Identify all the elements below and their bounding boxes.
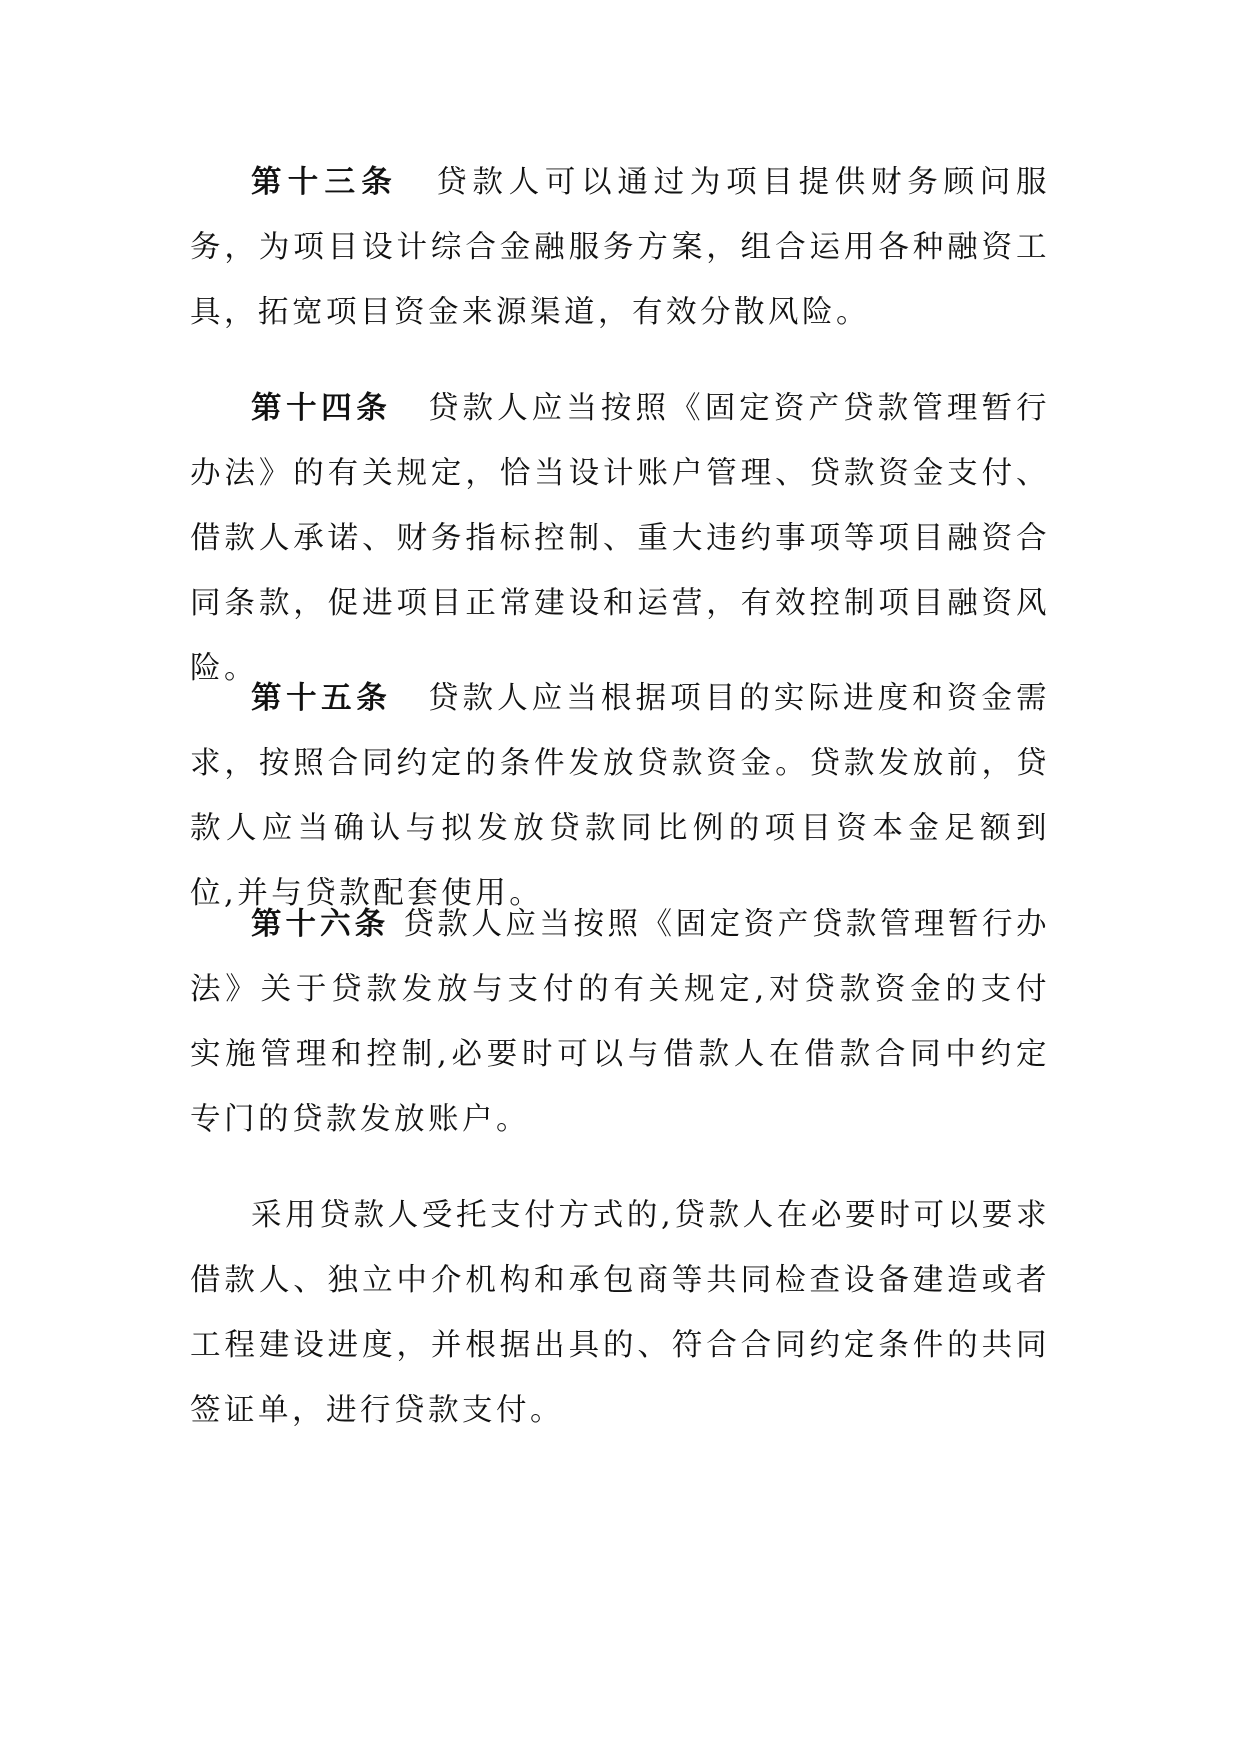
closing-paragraph: 采用贷款人受托支付方式的,贷款人在必要时可以要求借款人、独立中介机构和承包商等共同检查设备建造或者工程建设进度，并根据出具的、符合合同约定条件的共同签证单，进行贷款支付。 (190, 1198, 1050, 1428)
article-13-text: 贷款人可以通过为项目提供财务顾问服务，为项目设计综合金融服务方案，组合运用各种融资工具，拓宽项目资金来源渠道，有效分散风险。 (190, 165, 1050, 330)
article-13 (190, 150, 1050, 345)
article-14-heading: 第十四条 (251, 390, 392, 426)
article-16 (190, 892, 1050, 1152)
article-14-text: 贷款人应当按照《固定资产贷款管理暂行办法》的有关规定，恰当设计账户管理、贷款资金支付、借款人承诺、财务指标控制、重大违约事项等项目融资合同条款，促进项目正常建设和运营，有效控制项目融资风险。 (190, 391, 1051, 686)
article-13-heading: 第十三条 (251, 164, 398, 200)
article-14 (190, 376, 1050, 701)
article-16-heading: 第十六条 (251, 906, 390, 942)
article-15-heading: 第十五条 (251, 680, 392, 716)
article-16-text: 贷款人应当按照《固定资产贷款管理暂行办法》关于贷款发放与支付的有关规定,对贷款资金的支付实施管理和控制,必要时可以与借款人在借款合同中约定专门的贷款发放账户。 (190, 907, 1051, 1137)
article-15-text: 贷款人应当根据项目的实际进度和资金需求，按照合同约定的条件发放贷款资金。贷款发放前，贷款人应当确认与拟发放贷款同比例的项目资本金足额到位,并与贷款配套使用。 (190, 681, 1051, 911)
article-15 (190, 666, 1050, 926)
